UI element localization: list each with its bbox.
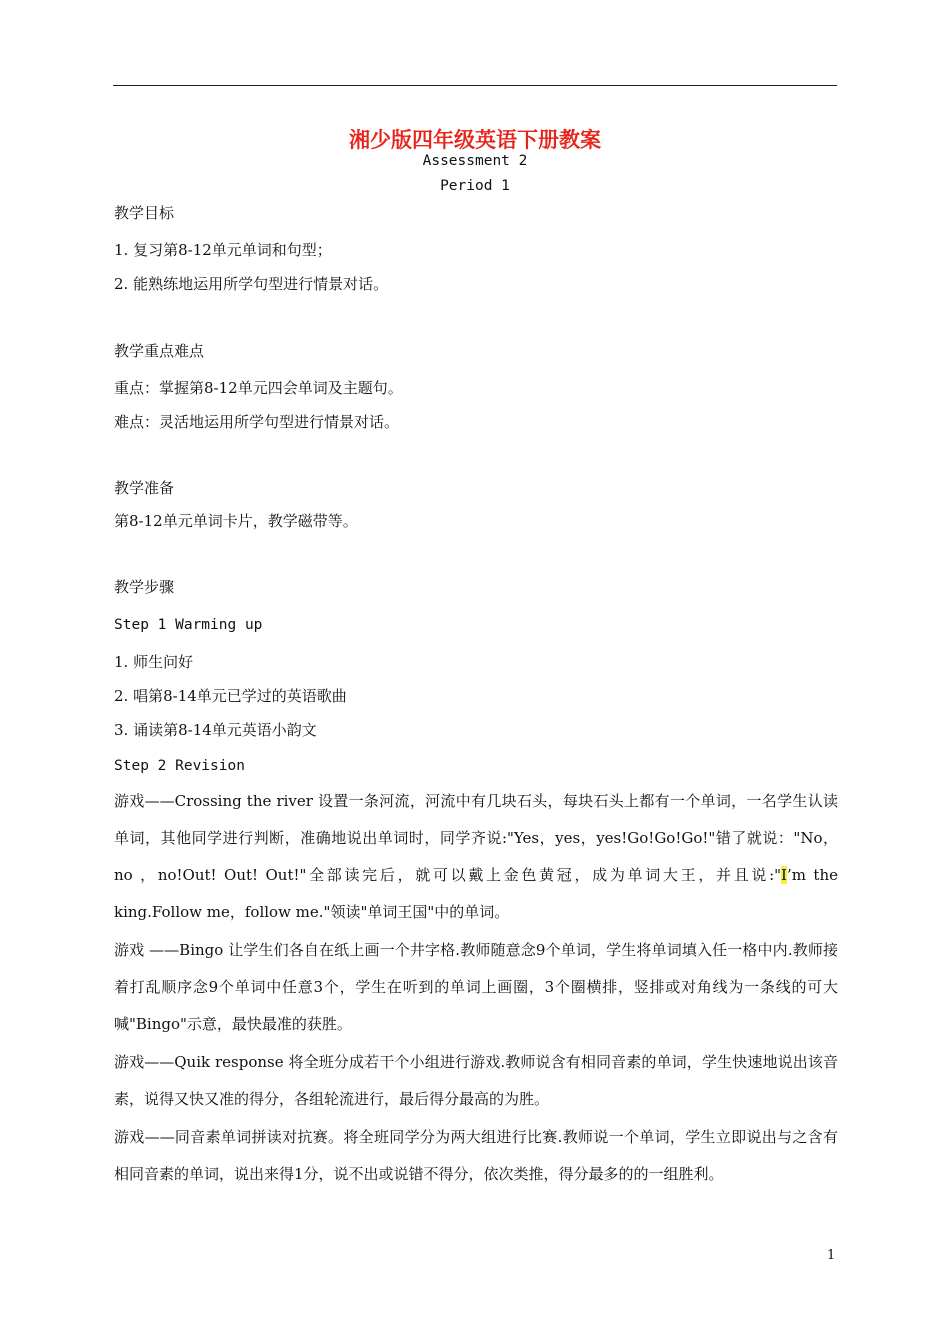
document-title: 湘少版四年级英语下册教案 xyxy=(349,128,601,152)
game-bingo: 游戏 ——Bingo 让学生们各自在纸上画一个井字格.教师随意念9个单词，学生将单词填入任一格中内.教师接着打乱顺序念9个单词中任意3个，学生在听到的单词上画圈，3个圈横排，竖排或对角线为一条线的可大喊"Bingo"示意，最快最准的获胜。 xyxy=(114,941,838,1033)
step1-item-1: 1. 师生问好 xyxy=(114,653,194,671)
keypoint-difficult: 难点：灵活地运用所学句型进行情景对话。 xyxy=(114,413,400,431)
game-crossing-river xyxy=(114,783,838,931)
game-crossing-river-text-end: ’m the king.Follow me，follow me."领读"单词王国"中的单词。 xyxy=(114,866,838,921)
step1-title: Step 1 Warming up xyxy=(114,617,263,633)
objective-item-2: 2. 能熟练地运用所学句型进行情景对话。 xyxy=(114,275,389,293)
game-quick-response: 游戏——Quik response 将全班分成若干个小组进行游戏.教师说含有相同音素的单词，学生快速地说出该音素，说得又快又准的得分，各组轮流进行，最后得分最高的为胜。 xyxy=(114,1053,838,1108)
document-period: Period 1 xyxy=(440,178,510,194)
game-crossing-river-text: 游戏——Crossing the river 设置一条河流，河流中有几块石头，每块石头上都有一个单词，一名学生认读单词，其他同学进行判断，准确地说出单词时，同学齐说:"Yes，yes，yes!Go!Go!Go!"错了就说："No，no ，no!Out! Out! Out!"全部读完后，就可以戴上金色黄冠，成为单词大王，并且说:" xyxy=(114,792,838,884)
keypoints-heading: 教学重点难点 xyxy=(114,342,205,360)
preparation-text: 第8-12单元单词卡片，教学磁带等。 xyxy=(114,512,358,530)
header-rule xyxy=(113,85,837,86)
document-subtitle: Assessment 2 xyxy=(422,153,528,169)
step1-item-2: 2. 唱第8-14单元已学过的英语歌曲 xyxy=(114,687,347,705)
highlighted-text: I xyxy=(781,866,787,884)
step1-item-3: 3. 诵读第8-14单元英语小韵文 xyxy=(114,721,317,739)
page-number: 1 xyxy=(827,1248,836,1263)
steps-heading: 教学步骤 xyxy=(114,578,175,596)
game-phoneme-contest: 游戏——同音素单词拼读对抗赛。将全班同学分为两大组进行比赛.教师说一个单词，学生立即说出与之含有相同音素的单词，说出来得1分，说不出或说错不得分，依次类推，得分最多的的一组胜利。 xyxy=(114,1128,838,1183)
keypoint-key: 重点：掌握第8-12单元四会单词及主题句。 xyxy=(114,379,403,397)
step2-title: Step 2 Revision xyxy=(114,758,245,774)
objective-item-1: 1. 复习第8-12单元单词和句型； xyxy=(114,241,332,259)
objectives-heading: 教学目标 xyxy=(114,204,175,222)
preparation-heading: 教学准备 xyxy=(114,479,175,497)
